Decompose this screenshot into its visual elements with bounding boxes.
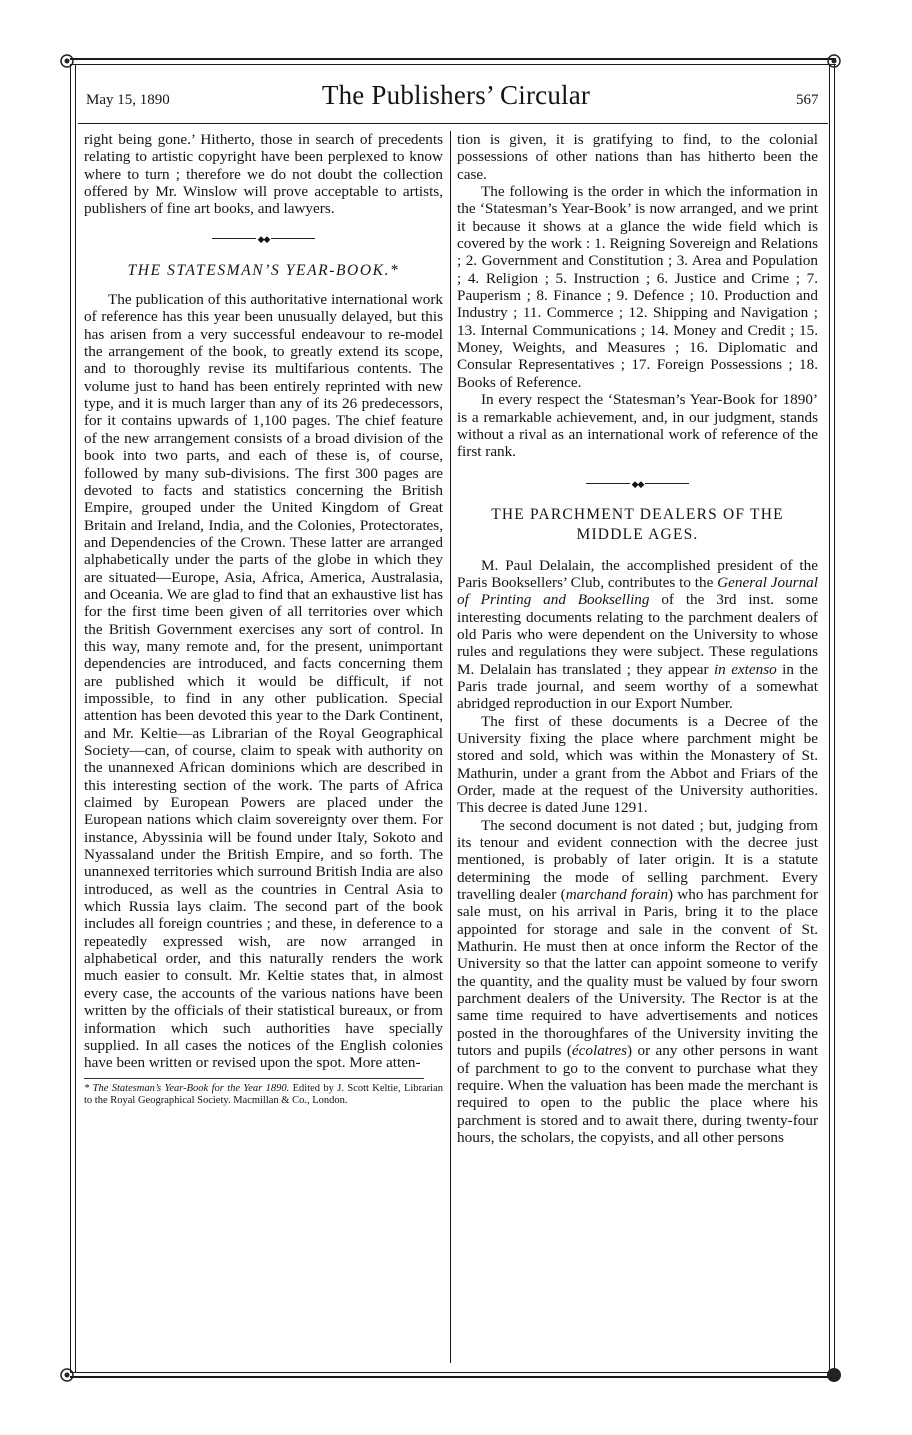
italic-phrase: in extenso [713,660,777,678]
page-number: 567 [796,92,819,108]
italic-phrase: écolatres [571,1042,628,1060]
journal-name: General Journal of Printing and Bookselling [457,573,818,609]
section-title-parchment-dealers: THE PARCHMENT DEALERS OF THE MIDDLE AGES. [491,505,784,543]
footnote-text: Edited by J. Scott Keltie, Librarian to the Royal Geographical Society. Macmillan & Co., London. [84,1082,444,1106]
bottom-double-rule-upper [70,1372,836,1373]
left-column [84,131,443,1107]
footnote-title: * The Statesman’s Year-Book for the Year 1890. [84,1082,290,1094]
article-paragraph [457,817,818,1147]
continued-paragraph: tion is given, it is gratifying to find, to the colonial possessions of other nations than has hitherto been the case. [457,131,818,183]
bottom-double-rule-lower [70,1376,836,1378]
article-paragraph: The publication of this authoritative international work of reference has this year been unusually delayed, but this has arisen from a very successful endeavour to re-model the arrangement of the book, to greatly extend its scope, and to thoroughly revise its multifarious contents. The volume just to hand has been entirely reprinted with new type, and it is much larger than any of its 26 predecessors, for it contains upwards of 1,100 pages. The chief feature of the new arrangement consists of a broad division of the book into two parts, and each of these is, of course, followed by many sub-divisions. The first 300 pages are devoted to facts and statistics concerning the British Empire, grouped under the United Kingdom of Great Britain and Ireland, India, and the Colonies, Protectorates, and Dependencies of the Crown. These latter are arranged alphabetically under the parts of the globe in which they are situated—Europe, Asia, Africa, America, Australasia, and Oceania. We are glad to find that an exhaustive list has for the first time been given of all territories over which the British Government exercises any sort of control. In this way, many remote and, for the present, unimportant dependencies are introduced, and facts concerning them are published which it would be difficult, if not impossible, to find in any other publication. Special attention has been devoted this year to the Dark Continent, and Mr. Keltie—as Librarian of the Royal Geographical Society—can, of course, claim to speak with authority on the unannexed African dominions which are described in this interesting section of the work. The parts of Africa claimed by European Powers are placed under the European nations which claim sovereignty over them. For instance, Abyssinia will be found under Italy, Sokoto and Nyassaland under the British Empire, and so forth. The unannexed territories which surround British India are also introduced, as well as the countries in Central Asia to which Russia lays claim. The second part of the book includes all foreign countries ; and these, in deference to a repeatedly expressed wish, are now arranged in alphabetical order, and this naturally renders the work much easier to consult. Mr. Keltie states that, in almost every case, the accounts of the various nations have been written by the officials of their statistical bureaux, or from information which such authorities have specially supplied. In all cases the notices of the English colonies have been written or revised upon the spot. More atten- [84,291,443,1072]
top-double-rule-upper [70,58,836,60]
header-date: May 15, 1890 [86,92,170,108]
text-run: ) who has parchment for sale must, on his arrival in Paris, bring it to the place appointed for storage and sale in the convent of St. Mathurin. He must then at once inform the Rector of the University so that the latter can appoint someone to verify the quantity, and the quality must be valued by four sworn parchment dealers of the University. The Rector is at the same time required to have advertisements and notices posted in the thoroughfares of the University inviting the tutors and pupils ( [457,886,819,1060]
corner-ornament-icon [826,53,842,69]
section-separator: ◆◆ [84,218,443,258]
column-divider-rule [450,131,451,1363]
intro-paragraph: right being gone.’ Hitherto, those in search of precedents relating to artistic copyright have been perplexed to know where to turn ; therefore we do not doubt the collection offered by Mr. Winslow will prove acceptable to artists, publishers of fine art books, and lawyers. [84,131,443,218]
top-double-rule-lower [70,64,836,65]
corner-ornament-icon [826,1367,842,1383]
text-run: ) or any other persons in want of parchment to go to the convent to purchase what they require. When the valuation has been made the merchant is required to open to the public the place where his parchment is stored and to await there, during twenty-four hours, the scholars, the copyists, and all other persons [457,1042,818,1146]
footnote-rule [84,1078,424,1079]
text-run: M. Paul Delalain, the accomplished president of the Paris Booksellers’ Club, contributes to the [457,556,818,591]
italic-phrase: marchand forain [565,886,669,904]
article-paragraph: The following is the order in which the information in the ‘Statesman’s Year-Book’ is now arranged, and we print it because it shows at a glance the wide field which is covered by the work : 1. Reigning Sovereign and Relations ; 2. Government and Constitution ; 3. Area and Population ; 4. Religion ; 5. Instruction ; 6. Justice and Crime ; 7. Pauperism ; 8. Finance ; 9. Defence ; 10. Production and Industry ; 11. Commerce ; 12. Shipping and Navigation ; 13. Internal Communications ; 14. Money and Credit ; 15. Money, Weights, and Measures ; 16. Diplomatic and Consular Representatives ; 17. Foreign Possessions ; 18. Books of Reference. [457,183,818,391]
left-border-rule-inner [75,64,76,1372]
text-run: in the Paris trade journal, and seem worthy of a somewhat abridged reproduction in our Export Number. [457,660,818,713]
text-run: The second document is not dated ; but, judging from its tenour and evident connection with the decree just mentioned, is probably of later origin. It is a statute determining the mode of selling parchment. Every travelling dealer ( [457,816,818,904]
journal-title: The Publishers’ Circular [321,80,591,110]
corner-ornament-icon [59,53,75,69]
left-border-rule-outer [70,64,71,1372]
right-column [457,131,818,1146]
section-separator: ◆◆ [457,461,818,505]
section-title-statesmans-year-book: THE STATESMAN’S YEAR-BOOK.* [127,261,400,279]
right-border-rule-outer [834,64,835,1372]
header-rule [78,123,828,124]
footnote [84,1078,443,1107]
text-run: of the 3rd inst. some interesting documents relating to the parchment dealers of old Paris who were dependent on the University to whose rules and regulations they were subject. These regulations M. Delalain has translated ; they appear [457,591,818,678]
right-border-rule-inner [829,64,830,1372]
article-paragraph: In every respect the ‘Statesman’s Year-Book for 1890’ is a remarkable achievement, and, in our judgment, stands without a rival as an international work of reference of the first rank. [457,391,818,461]
article-paragraph [457,557,818,713]
corner-ornament-icon [59,1367,75,1383]
article-paragraph: The first of these documents is a Decree of the University fixing the place where parchment might be stored and sold, which was within the Monastery of St. Mathurin, under a grant from the Abbot and Friars of the Order, made at the request of the University authorities. This decree is dated June 1291. [457,712,818,817]
